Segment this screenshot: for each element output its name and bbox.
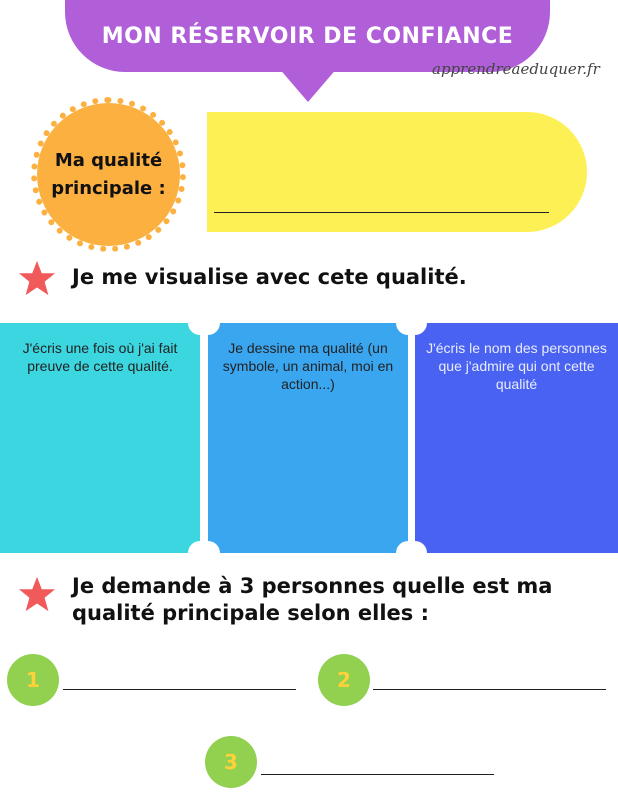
card-drawing-text: Je dessine ma qualité (un symbole, un animal, moi en action...) — [222, 340, 394, 392]
quality-label — [51, 147, 165, 203]
star-icon — [18, 575, 56, 613]
section2-heading-line2: qualité principale selon elles : — [72, 601, 429, 625]
card-admire — [415, 323, 618, 553]
section1-heading: Je me visualise avec cete qualité. — [72, 265, 467, 289]
number-circle-1: 1 — [7, 654, 59, 706]
number-circle-2: 2 — [318, 654, 370, 706]
card-experience-text: J'écris une fois où j'ai fait preuve de cette qualité. — [22, 340, 178, 374]
quality-badge — [37, 103, 180, 246]
quality-answer-box — [207, 112, 587, 232]
quality-label-line1: Ma qualité — [54, 149, 163, 171]
card-experience — [0, 323, 200, 553]
card-admire-text: J'écris le nom des personnes que j'admire qui ont cette qualité — [426, 340, 607, 392]
section2-heading — [72, 573, 552, 627]
quality-answer-line — [214, 212, 549, 213]
star-icon — [18, 259, 56, 297]
banner-tip — [272, 60, 344, 102]
answer-line-1 — [63, 689, 296, 690]
number-circle-3: 3 — [205, 736, 257, 788]
quality-label-line2: principale : — [51, 177, 166, 199]
answer-line-3 — [261, 774, 494, 775]
section2-heading-line1: Je demande à 3 personnes quelle est ma — [72, 574, 553, 598]
card-drawing — [208, 323, 408, 553]
answer-line-2 — [373, 689, 606, 690]
site-name: apprendreaeduquer.fr — [432, 60, 600, 78]
page-title: MON RÉSERVOIR DE CONFIANCE — [101, 23, 514, 49]
